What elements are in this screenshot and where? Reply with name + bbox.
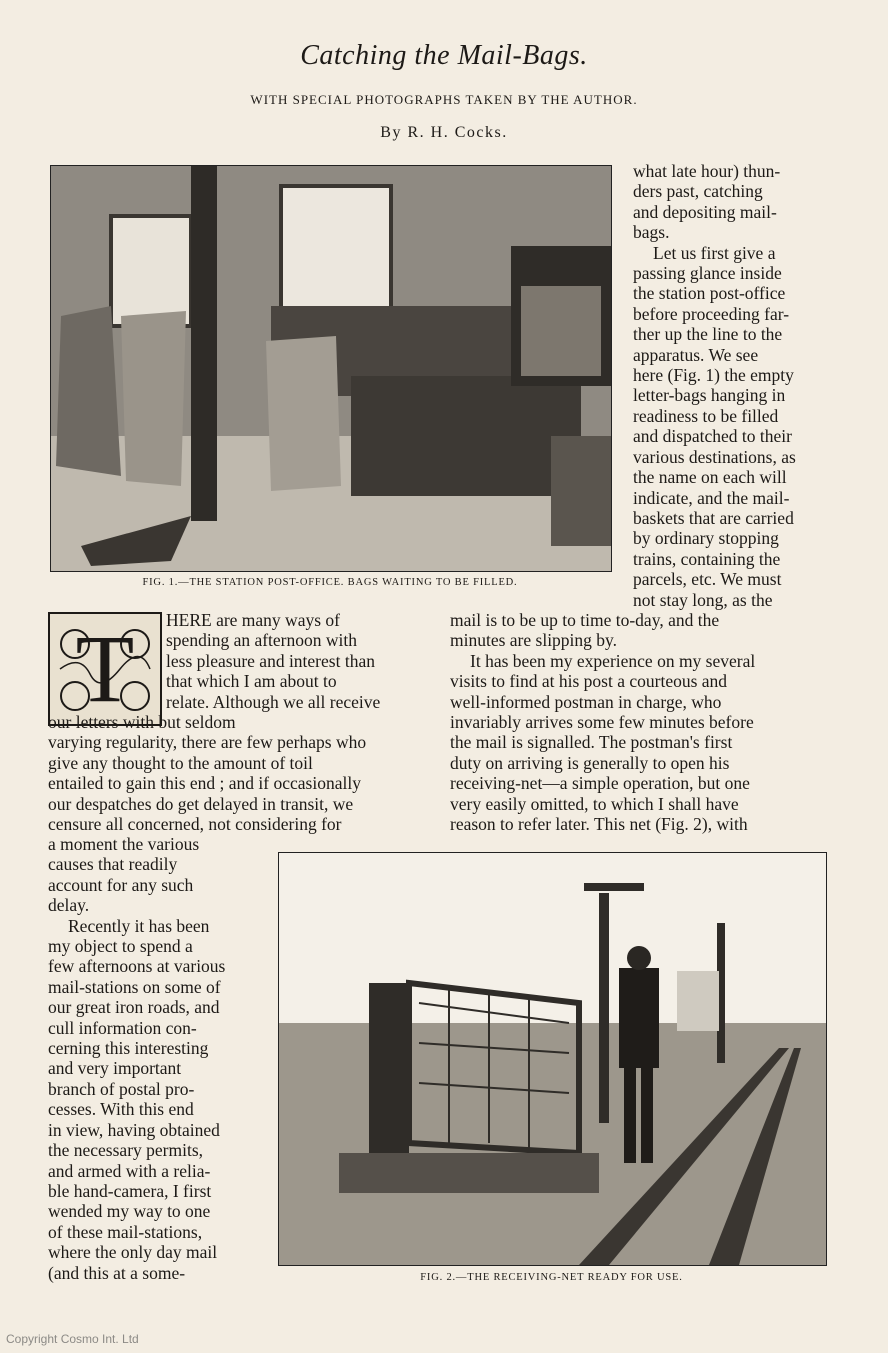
text-line: that which I am about to (166, 671, 337, 692)
text-line: parcels, etc. We must (633, 569, 782, 590)
text-line: give any thought to the amount of toil (48, 752, 313, 773)
author-byline: By R. H. Cocks. (380, 124, 508, 141)
text-line: less pleasure and interest than (166, 650, 375, 671)
text-line: our great iron roads, and (48, 997, 220, 1018)
fig2-caption: FIG. 2.—THE RECEIVING-NET READY FOR USE. (420, 1272, 683, 1283)
text-line: receiving-net—a simple operation, but one (450, 773, 750, 794)
text-line: cesses. With this end (48, 1099, 194, 1120)
text-line: here (Fig. 1) the empty (633, 365, 794, 386)
text-line: the name on each will (633, 467, 787, 488)
text-line: and dispatched to their (633, 426, 792, 447)
text-line: entailed to gain this end ; and if occasionally (48, 773, 361, 794)
text-line: not stay long, as the (633, 589, 773, 610)
text-line: my object to spend a (48, 936, 193, 957)
text-line: wended my way to one (48, 1201, 211, 1222)
text-line: our despatches do get delayed in transit, we (48, 793, 354, 814)
text-line: what late hour) thun- (633, 161, 781, 181)
text-line: various destinations, as (633, 446, 796, 467)
text-line: by ordinary stopping (633, 528, 779, 549)
text-line: few afternoons at various (48, 956, 226, 977)
text-line: causes that readily (48, 854, 178, 875)
left-dropcap-lines (166, 610, 426, 712)
text-line: delay. (48, 895, 90, 916)
text-line: passing glance inside (633, 263, 782, 284)
text-line: It has been my experience on my several (470, 650, 756, 671)
text-line: before proceeding far- (633, 303, 790, 324)
left-narrow-column (48, 834, 254, 1283)
text-line: (and this at a some- (48, 1262, 186, 1283)
text-line: cerning this interesting (48, 1038, 209, 1059)
text-line: and depositing mail- (633, 201, 777, 222)
dropcap-letter: T (75, 615, 135, 722)
decorative-dropcap (48, 612, 162, 726)
text-line: indicate, and the mail- (633, 487, 790, 508)
text-line: a moment the various (48, 834, 200, 854)
text-line: well-informed postman in charge, who (450, 691, 722, 712)
text-line: mail is to be up to time to-day, and the (450, 610, 720, 630)
text-line: baskets that are carried (633, 507, 794, 528)
text-line: varying regularity, there are few perhaps who (48, 732, 367, 753)
text-line: branch of postal pro- (48, 1078, 195, 1099)
right-column-top (633, 161, 828, 610)
text-line: the necessary permits, (48, 1140, 204, 1161)
text-line: in view, having obtained (48, 1119, 220, 1140)
article-title: Catching the Mail-Bags. (300, 40, 588, 71)
text-line: HERE are many ways of (166, 610, 340, 630)
text-line: invariably arrives some few minutes before (450, 712, 754, 733)
text-line: and very important (48, 1058, 182, 1079)
text-line: ders past, catching (633, 181, 763, 202)
fig2-photo (278, 852, 827, 1266)
text-line: trains, containing the (633, 548, 781, 569)
text-line: and armed with a relia- (48, 1160, 211, 1181)
text-line: cull information con- (48, 1017, 197, 1038)
text-line: minutes are slipping by. (450, 630, 618, 651)
fig1-illustration (51, 166, 611, 571)
text-line: readiness to be filled (633, 405, 779, 426)
middle-right-column (450, 610, 828, 834)
text-line: the station post-office (633, 283, 786, 304)
text-line: account for any such (48, 874, 194, 895)
fig1-caption: FIG. 1.—THE STATION POST-OFFICE. BAGS WAITING TO BE FILLED. (142, 577, 518, 588)
text-line: the mail is signalled. The postman's first (450, 732, 733, 753)
text-line: relate. Although we all receive (166, 691, 381, 712)
left-full-lines (48, 712, 426, 834)
text-line: duty on arriving is generally to open his (450, 752, 730, 773)
text-line: where the only day mail (48, 1242, 218, 1263)
text-line: very easily omitted, to which I shall have (450, 793, 739, 814)
text-line: apparatus. We see (633, 344, 759, 365)
text-line: reason to refer later. This net (Fig. 2), with (450, 814, 748, 835)
text-line: ther up the line to the (633, 324, 783, 345)
copyright-watermark: Copyright Cosmo Int. Ltd (6, 1332, 139, 1346)
text-line: ble hand-camera, I first (48, 1180, 212, 1201)
text-line: Let us first give a (653, 242, 776, 263)
text-line: letter-bags hanging in (633, 385, 786, 406)
text-line: visits to find at his post a courteous and (450, 671, 728, 692)
text-line: Recently it has been (68, 915, 210, 936)
text-line: our letters with but seldom (48, 712, 236, 732)
fig2-illustration (279, 853, 826, 1265)
text-line: mail-stations on some of (48, 976, 221, 997)
text-line: bags. (633, 222, 670, 243)
text-line: spending an afternoon with (166, 630, 357, 651)
text-line: of these mail-stations, (48, 1221, 203, 1242)
article-subtitle: WITH SPECIAL PHOTOGRAPHS TAKEN BY THE AUTHOR. (250, 92, 638, 107)
fig1-photo (50, 165, 612, 572)
text-line: censure all concerned, not considering for (48, 814, 342, 835)
